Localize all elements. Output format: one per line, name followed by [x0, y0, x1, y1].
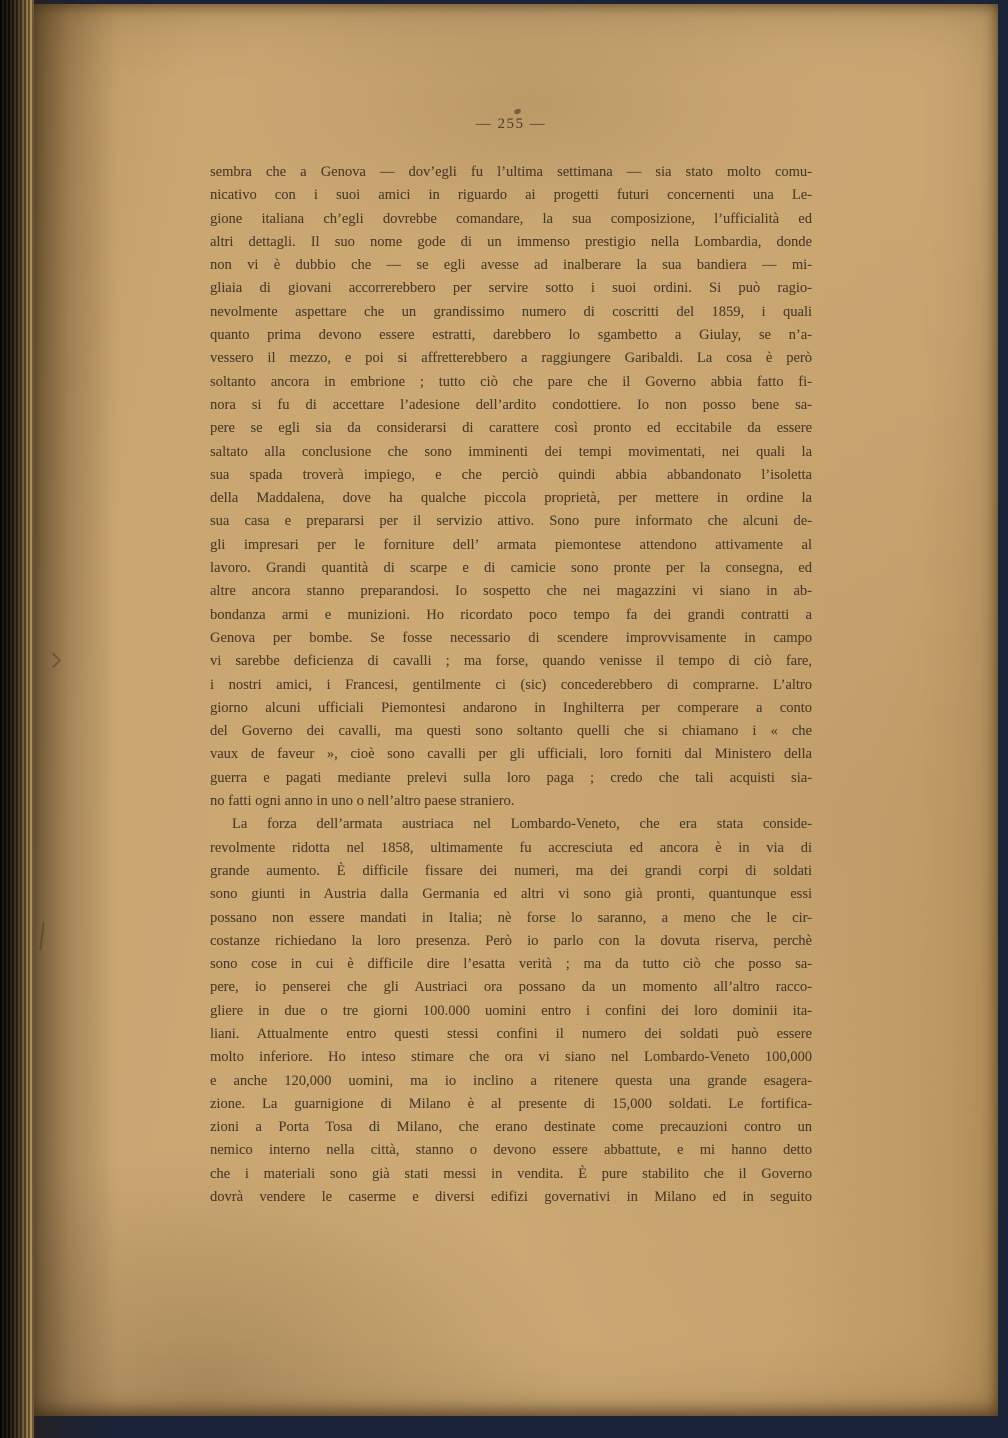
- text-line: zione. La guarnigione di Milano è al presente di 15,000 soldati. Le fortifica-: [210, 1095, 812, 1112]
- text-line: vi sarebbe deficienza di cavalli ; ma forse, quando venisse il tempo di ciò fare,: [210, 653, 812, 670]
- text-line: pere, io penserei che gli Austriaci ora possano da un momento all’altro racco-: [210, 979, 812, 996]
- text-line: vessero il mezzo, e poi si affretterebbero a raggiungere Garibaldi. La cosa è però: [210, 350, 812, 367]
- text-line: dovrà vendere le caserme e diversi edifizi governativi in Milano ed in seguito: [210, 1189, 812, 1206]
- text-line: pere se egli sia da considerarsi di carattere così pronto ed eccitabile da essere: [210, 420, 812, 437]
- text-line: nicativo con i suoi amici in riguardo ai progetti futuri concernenti una Le-: [210, 187, 812, 204]
- text-line: liani. Attualmente entro questi stessi confini il numero dei soldati può essere: [210, 1025, 812, 1042]
- text-line: sua spada troverà impiego, e che perciò quindi abbia abbandonato l’isoletta: [210, 466, 812, 483]
- text-line: grande aumento. È difficile fissare dei numeri, ma dei grandi corpi di soldati: [210, 862, 812, 879]
- paragraph: [210, 161, 812, 813]
- text-line: bondanza armi e munizioni. Ho ricordato poco tempo fa dei grandi contratti a: [210, 606, 812, 623]
- text-line: nora si fu di accettare l’adesione dell’ardito condottiere. Io non posso bene sa-: [210, 396, 812, 413]
- text-line: gli impresari per le forniture dell’ armata piemontese attendono attivamente al: [210, 536, 812, 553]
- paper-page: [34, 4, 998, 1416]
- text-line: nevolmente aspettare che un grandissimo numero di coscritti del 1859, i quali: [210, 303, 812, 320]
- text-line: nemico interno nella città, stanno o devono essere abbattute, e mi hanno detto: [210, 1142, 812, 1159]
- text-line: possano non essere mandati in Italia; nè forse lo saranno, a meno che le cir-: [210, 909, 812, 926]
- text-line: gliaia di giovani accorrerebbero per servire sotto i suoi ordini. Si può ragio-: [210, 280, 812, 297]
- text-line: altre ancora stanno preparandosi. Io sospetto che nei magazzini vi siano in ab-: [210, 583, 812, 600]
- text-line: costanze richiedano la loro presenza. Però io parlo con la dovuta riserva, perchè: [210, 932, 812, 949]
- book-spine-edge: [0, 0, 34, 1438]
- text-block: [210, 116, 812, 1209]
- text-line: revolmente ridotta nel 1858, ultimamente fu accresciuta ed ancora è in via di: [210, 839, 812, 856]
- text-line: saltato alla conclusione che sono imminenti dei tempi movimentati, nei quali la: [210, 443, 812, 460]
- text-line: sembra che a Genova — dov’egli fu l’ultima settimana — sia stato molto comu-: [210, 164, 812, 180]
- paragraph: [210, 813, 812, 1209]
- text-line: lavoro. Grandi quantità di scarpe e di camicie sono pronte per la consegna, ed: [210, 560, 812, 577]
- text-line: che i materiali sono già stati messi in vendita. È pure stabilito che il Governo: [210, 1165, 812, 1182]
- text-line: sono cose in cui è difficile dire l’esatta verità ; ma da tutto ciò che posso sa-: [210, 956, 812, 973]
- text-line: altri dettagli. Il suo nome gode di un immenso prestigio nella Lombardia, donde: [210, 233, 812, 250]
- text-line: sono giunti in Austria dalla Germania ed altri vi sono già pronti, quantunque essi: [210, 886, 812, 903]
- text-line: del Governo dei cavalli, ma questi sono soltanto quelli che si chiamano i « che: [210, 723, 812, 740]
- text-line: vaux de faveur », cioè sono cavalli per gli ufficiali, loro forniti dal Ministero della: [210, 746, 812, 763]
- text-line: gione italiana ch’egli dovrebbe comandare, la sua composizione, l’ufficialità ed: [210, 210, 812, 227]
- text-line: no fatti ogni anno in uno o nell’altro paese straniero.: [210, 793, 515, 810]
- text-line: della Maddalena, dove ha qualche piccola proprietà, per mettere in ordine la: [210, 490, 812, 507]
- text-line: La forza dell’armata austriaca nel Lombardo-Veneto, che era stata conside-: [232, 816, 812, 833]
- page-number-label: — 255 —: [475, 116, 547, 132]
- text-line: soltanto ancora in embrione ; tutto ciò che pare che il Governo abbia fatto fi-: [210, 373, 812, 390]
- text-line: i nostri amici, i Francesi, gentilmente ci (sic) concederebbero di comprarne. L’altro: [210, 676, 812, 693]
- ink-speck: [514, 108, 522, 114]
- text-line: non vi è dubbio che — se egli avesse ad inalberare la sua bandiera — mi-: [210, 257, 812, 274]
- text-line: zioni a Porta Tosa di Milano, che erano destinate come precauzioni contro un: [210, 1119, 812, 1136]
- text-line: quanto prima devono essere estratti, darebbero lo sgambetto a Giulay, se n’a-: [210, 327, 812, 344]
- text-line: giorno alcuni ufficiali Piemontesi andarono in Inghilterra per comperare a conto: [210, 699, 812, 716]
- page-number: [210, 116, 812, 133]
- text-line: e anche 120,000 uomini, ma io inclino a ritenere questa una grande esagera-: [210, 1072, 812, 1089]
- text-line: guerra e pagati mediante prelevi sulla loro paga ; credo che tali acquisti sia-: [210, 769, 812, 786]
- text-line: Genova per bombe. Se fosse necessario di scendere improvvisamente in campo: [210, 629, 812, 646]
- text-line: gliere in due o tre giorni 100.000 uomini entro i confini dei loro dominii ita-: [210, 1002, 812, 1019]
- text-line: sua casa e prepararsi per il servizio attivo. Sono pure informato che alcuni de-: [210, 513, 812, 530]
- body-text: [210, 161, 812, 1209]
- text-line: molto inferiore. Ho inteso stimare che ora vi siano nel Lombardo-Veneto 100,000: [210, 1049, 812, 1066]
